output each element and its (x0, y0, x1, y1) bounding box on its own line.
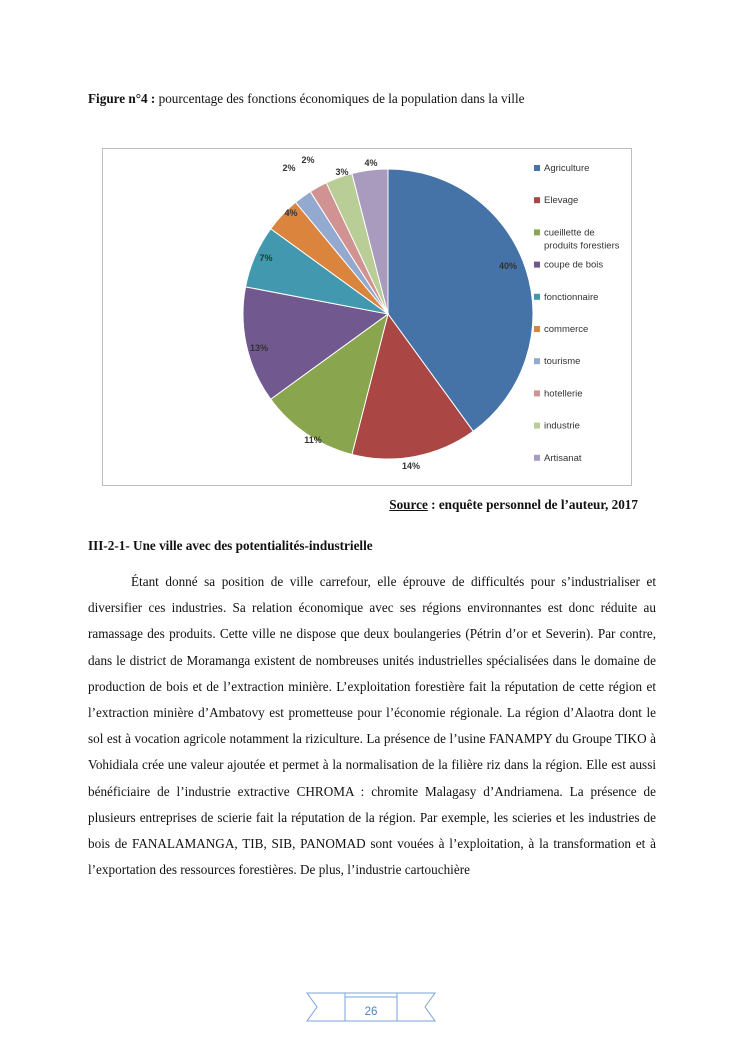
legend-swatch-6 (534, 326, 540, 332)
pie-slice-label-10: 4% (364, 158, 378, 168)
legend-label-10: Artisanat (544, 452, 582, 464)
legend-swatch-4 (534, 262, 540, 268)
source-label: Source (389, 497, 428, 512)
legend-label-9: industrie (544, 420, 580, 432)
legend-label-4: coupe de bois (544, 259, 604, 271)
pie-slice-label-8: 2% (301, 155, 315, 165)
legend-label-5: fonctionnaire (544, 291, 599, 303)
legend-swatch-9 (534, 423, 540, 429)
figure-label: Figure n°4 : (88, 91, 156, 106)
pie-slice-label-6: 4% (284, 208, 298, 218)
pie-slice-label-5: 7% (259, 253, 273, 263)
chart-legend (534, 163, 620, 464)
legend-label-3: cueillette de (544, 227, 595, 239)
legend-label-7: tourisme (544, 356, 581, 368)
legend-swatch-3 (534, 229, 540, 235)
figure-source (389, 497, 638, 513)
legend-label-6: commerce (544, 324, 589, 335)
figure-caption-text: pourcentage des fonctions économiques de la population dans la ville (155, 91, 525, 106)
legend-label-8: hotellerie (544, 388, 583, 400)
legend-swatch-10 (534, 455, 540, 461)
figure-caption (88, 91, 524, 107)
legend-label-2: Elevage (544, 195, 579, 207)
page-number: 26 (364, 1006, 378, 1018)
pie-slice-label-2: 14% (401, 461, 421, 471)
section-title: III-2-1- Une ville avec des potentialités-industrielle (88, 538, 373, 553)
pie-slice-label-1: 40% (498, 261, 518, 271)
page-number-badge (305, 990, 437, 1030)
legend-swatch-1 (534, 165, 540, 171)
source-text: : enquête personnel de l’auteur, 2017 (427, 497, 638, 512)
legend-label-1: Agriculture (544, 163, 590, 174)
legend-swatch-2 (534, 197, 540, 203)
body-paragraph: Étant donné sa position de ville carrefour, elle éprouve de difficultés pour s’industrialiser et diversifier ces industries. Sa relation économique avec ses régions environnantes est donc réduite au ramassage des produits. Cette ville ne dispose que deux boulangeries (Pétrin d’or et Severin). Par contre, dans le district de Moramanga existent de nombreuses unités industrielles spécialisées dans le domaine de production de bois et de l’extraction minière. L’exploitation forestière fait la réputation de cette région et l’extraction minière d’Ambatovy est prometteuse pour l’économie régionale. La région d’Alaotra dont le sol est à vocation agricole notamment la riziculture. La présence de l’usine FANAMPY du Groupe TIKO à Vohidiala crée une valeur ajoutée et permet à la normalisation de la filière riz dans la région. Elle est aussi bénéficiaire de l’industrie extractive CHROMA : chromite Malagasy d’Andriamena. La présence de plusieurs entreprises de scierie fait la réputation de la région. Par exemple, les scieries et les industries de bois de FANALAMANGA, TIB, SIB, PANOMAD sont vouées à l’exploitation, à la transformation et à l’exportation des ressources forestières. De plus, l’industrie cartouchière (88, 574, 656, 878)
legend-swatch-7 (534, 358, 540, 364)
pie-chart (103, 149, 633, 487)
pie-slice-label-7: 2% (282, 163, 296, 173)
legend-swatch-8 (534, 390, 540, 396)
legend-swatch-5 (534, 294, 540, 300)
pie-slice-label-4: 13% (249, 343, 269, 353)
legend-label-3: produits forestiers (544, 240, 620, 252)
pie-slice-label-3: 11% (304, 435, 322, 445)
pie-chart-frame (102, 148, 632, 486)
pie-slice-label-9: 3% (335, 167, 349, 177)
